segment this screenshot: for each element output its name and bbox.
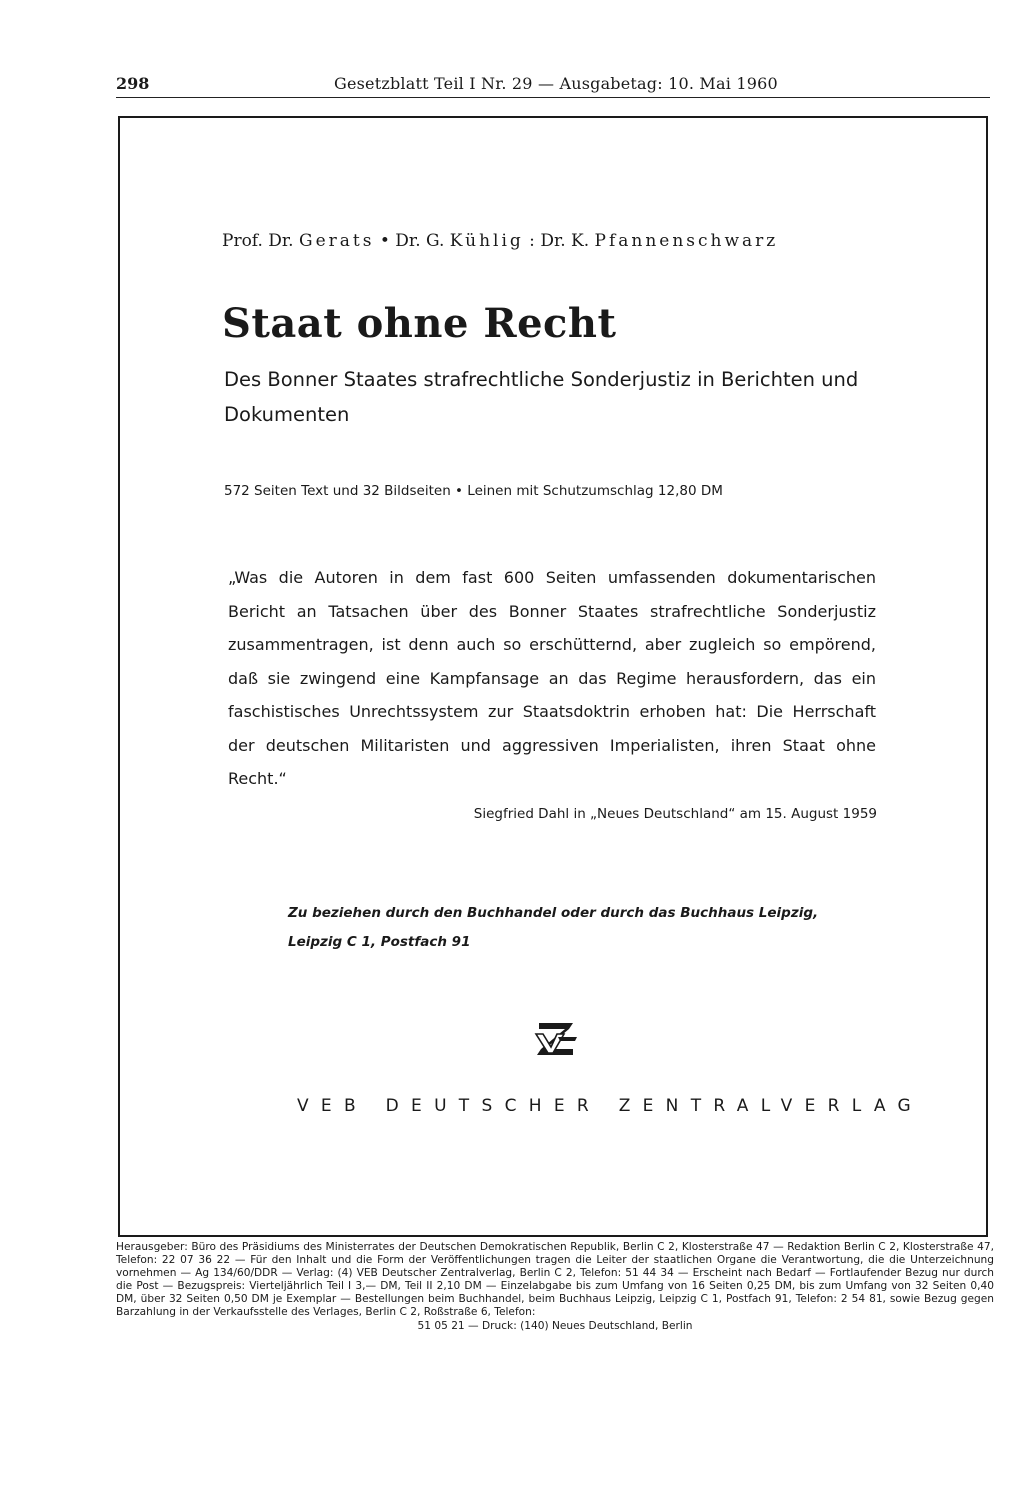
page-header bbox=[116, 74, 990, 96]
imprint-last-line: 51 05 21 — Druck: (140) Neues Deutschland, Berlin bbox=[417, 1319, 693, 1332]
book-title: Staat ohne Recht bbox=[222, 300, 617, 347]
imprint bbox=[116, 1241, 994, 1333]
publisher-name: VEB DEUTSCHER ZENTRALVERLAG bbox=[297, 1096, 923, 1116]
book-specs: 572 Seiten Text und 32 Bildseiten • Leinen mit Schutzumschlag 12,80 DM bbox=[224, 483, 723, 499]
order-info-line: Leipzig C 1, Postfach 91 bbox=[288, 934, 471, 950]
author-name-gerats: Gerats bbox=[299, 231, 375, 251]
review-quote: „Was die Autoren in dem fast 600 Seiten umfassenden dokumentarischen Bericht an Tatsachen über des Bonner Staates strafrechtliche Sonderjustiz zusammentragen, ist denn auch so erschütternd, aber zugleich so empörend, daß sie zwingend eine Kampfansage an das Regime herausfordern, das ein faschistisches Unrechtssystem zur Staatsdoktrin erhoben hat: Die Herrschaft der deutschen Militaristen und aggressiven Imperialisten, ihren Staat ohne Recht.“ bbox=[228, 568, 876, 788]
order-info-line: Zu beziehen durch den Buchhandel oder durch das Buchhaus Leipzig, bbox=[288, 905, 819, 921]
author-name-kuehlig: Kühlig bbox=[449, 231, 524, 251]
running-title: Gesetzblatt Teil I Nr. 29 — Ausgabetag: 10. Mai 1960 bbox=[334, 74, 778, 93]
quote-attribution: Siegfried Dahl in „Neues Deutschland“ am 15. August 1959 bbox=[473, 806, 877, 822]
book-subtitle: Des Bonner Staates strafrechtliche Sonderjustiz in Berichten und Dokumenten bbox=[224, 368, 859, 426]
author-prefix: Prof. Dr. bbox=[222, 231, 299, 251]
page-number: 298 bbox=[116, 74, 150, 93]
header-rule bbox=[116, 97, 990, 98]
book-authors bbox=[222, 231, 778, 251]
author-separator: : Dr. K. bbox=[523, 231, 595, 251]
imprint-body: Herausgeber: Büro des Präsidiums des Ministerrates der Deutschen Demokratischen Republik, Berlin C 2, Klosterstraße 47 — Redaktion Berlin C 2, Klosterstraße 47, Telefon: 22 07 36 22 — Für den Inhalt und die Form der Veröffentlichungen tragen die Leiter der staatlichen Organe die Verantwortung, die die Unterzeichnung vornehmen — Ag 134/60/DDR — Verlag: (4) VEB Deutscher Zentralverlag, Berlin C 2, Telefon: 51 44 34 — Erscheint nach Bedarf — Fortlaufender Bezug nur durch die Post — Bezugspreis: Vierteljährlich Teil I 3,— DM, Teil II 2,10 DM — Einzelabgabe bis zum Umfang von 16 Seiten 0,25 DM, bis zum Umfang von 32 Seiten 0,40 DM, über 32 Seiten 0,50 DM je Exemplar — Bestellungen beim Buchhandel, beim Buchhaus Leipzig, Leipzig C 1, Postfach 91, Telefon: 2 54 81, sowie Bezug gegen Barzahlung in der Verkaufsstelle des Verlages, Berlin C 2, Roßstraße 6, Telefon: bbox=[116, 1241, 994, 1319]
author-name-pfannenschwarz: Pfannenschwarz bbox=[594, 231, 779, 251]
order-info bbox=[288, 899, 888, 957]
vdz-publisher-logo-icon bbox=[533, 1019, 579, 1059]
author-separator: • Dr. G. bbox=[374, 231, 450, 251]
